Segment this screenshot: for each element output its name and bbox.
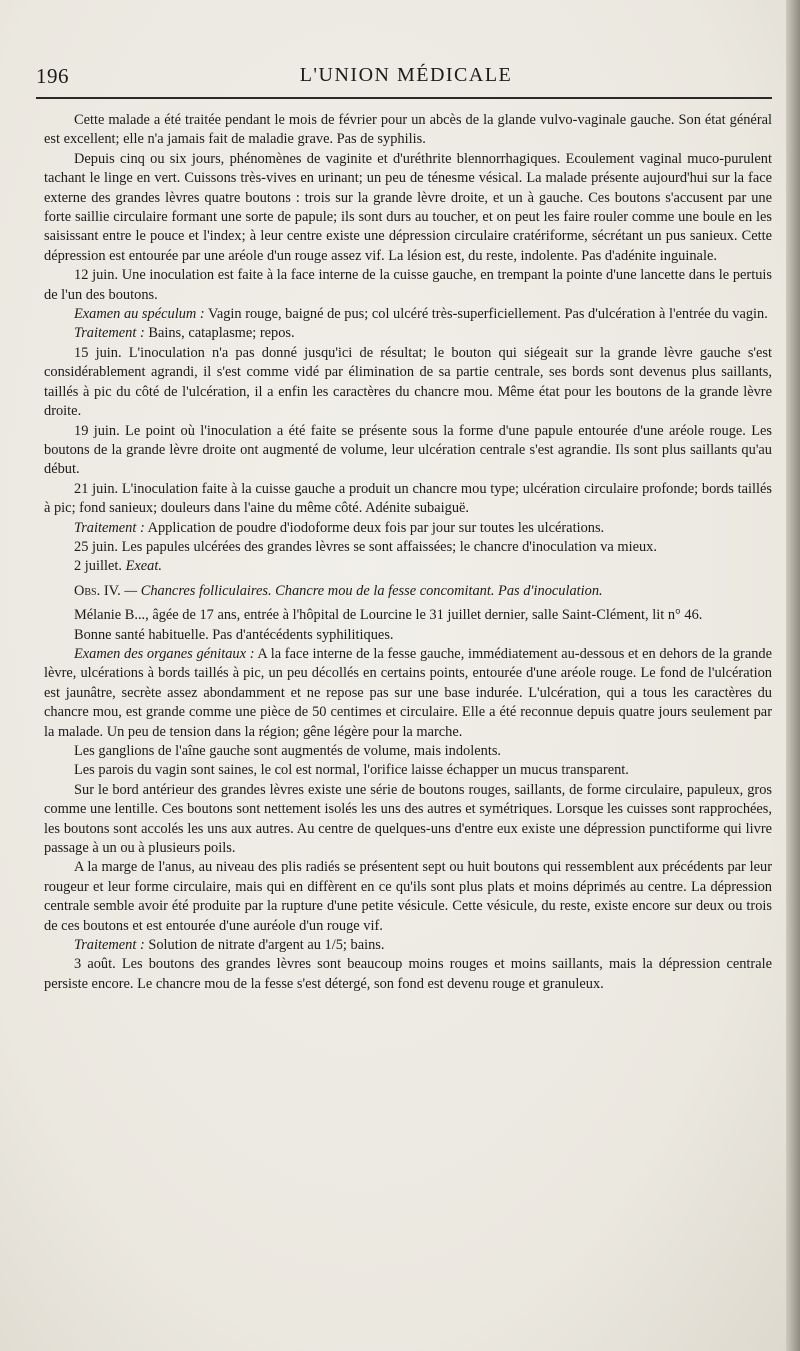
paragraph-label: Exeat. [125,558,162,575]
page-edge-shadow [786,0,800,1351]
observation-heading [44,582,772,601]
body-text [44,111,772,994]
labeled-paragraph [44,645,772,742]
paragraph-label: Examen des organes génitaux : [74,645,255,662]
paragraph-text: Vagin rouge, baigné de pus; col ulcéré très-superficiellement. Pas d'ulcération à l'entrée du vagin. [204,306,768,323]
paragraph: Bonne santé habituelle. Pas d'antécédents syphilitiques. [74,626,394,643]
paragraph: A la marge de l'anus, au niveau des plis radiés se présentent sept ou huit boutons qui ressemblent aux précédents par leur rougeur et leur forme circulaire, mais qui en diffèrent en ce qu'ils sont plus plats et moins déprimés au centre. La dépression centrale semble avoir été produite par la rupture d'une petite vésicule. Cette vésicule, du reste, existe encore sur deux ou trois de ces boutons et est entourée d'une auréole d'un rouge vif. [44,859,772,934]
observation-number: Obs. IV. [74,582,121,599]
paragraph: Depuis cinq ou six jours, phénomènes de vaginite et d'uréthrite blennorrhagiques. Ecoulement vaginal muco-purulent tachant le linge en vert. Cuissons très-vives en urinant; un peu de ténesme vésical. La malade présente aujourd'hui sur la face externe des grandes lèvres quatre boutons : trois sur la grande lèvre droite, et un à gauche. Ces boutons s'accusent par une forte saillie circulaire formant une sorte de papule; ils sont durs au toucher, et on peut les faire rouler comme une boule en les saisissant entre le pouce et l'index; à leur centre existe une dépression circulaire cratériforme, sécrétant un pus sanieux. Cette dépression est entourée par une aréole d'un rouge assez vif. La lésion est, du reste, indolente. Pas d'adénite inguinale. [44,150,772,264]
paragraph: Cette malade a été traitée pendant le mois de février pour un abcès de la glande vulvo-vaginale gauche. Son état général est excellent; elle n'a jamais fait de maladie grave. Pas de syphilis. [44,112,772,148]
exeat-paragraph [44,557,772,576]
paragraph: 12 juin. Une inoculation est faite à la face interne de la cuisse gauche, en trempant la pointe d'une lancette dans le pertuis de l'un des boutons. [44,267,772,303]
paragraph: 3 août. Les boutons des grandes lèvres sont beaucoup moins rouges et moins saillants, mais la dépression centrale persiste encore. Le chancre mou de la fesse s'est détergé, son fond est devenu rouge et granuleux. [44,956,772,992]
paragraph: Mélanie B..., âgée de 17 ans, entrée à l'hôpital de Lourcine le 31 juillet dernier, salle Saint-Clément, lit n° 46. [74,607,703,624]
labeled-paragraph [44,936,772,955]
paragraph-text: A la face interne de la fesse gauche, immédiatement au-dessous et en dehors de la grande lèvre, ulcérations à bords taillés à pic, un peu décollés en certains points, entourée d'une aréole rouge. Le fond de l'ulcération est jaunâtre, secrète assez abondamment et ne repose pas sur une base indurée. L'ulcération, qui a tous les caractères du chancre mou, est grande comme une pièce de 50 centimes et circulaire. Elle a été reconnue depuis quatre jours seulement par la malade. Un peu de tension dans la région; gêne légère pour la marche. [44,645,772,740]
paragraph: 15 juin. L'inoculation n'a pas donné jusqu'ici de résultat; le bouton qui siégeait sur la grande lèvre gauche s'est considérablement agrandi, il s'est comme vidé par élimination de sa partie centrale, ses bords sont devenus plus saillants, taillés à pic du côté de l'ulcération, il a enfin les caractères du chancre mou. Même état pour les boutons de la grande lèvre droite. [44,344,772,420]
paragraph-text: 2 juillet. [74,558,126,575]
paragraph: 25 juin. Les papules ulcérées des grandes lèvres se sont affaissées; le chancre d'inoculation va mieux. [74,538,657,555]
paragraph: Sur le bord antérieur des grandes lèvres existe une série de boutons rouges, saillants, de forme circulaire, papuleux, gros comme une lentille. Ces boutons sont nettement isolés les uns des autres et symétriques. Lorsque les cuisses sont rapprochées, les boutons sont accolés les uns aux autres. Au centre de quelques-uns d'entre eux existe une dépression punctiforme qui livre passage à un ou à plusieurs poils. [44,781,772,857]
paragraph-text: Application de poudre d'iodoforme deux fois par jour sur toutes les ulcérations. [144,519,605,536]
paragraph-text: Solution de nitrate d'argent au 1/5; bains. [144,937,385,954]
page-number: 196 [36,64,69,88]
paragraph-label: Traitement : [74,519,145,536]
paragraph: Les ganglions de l'aîne gauche sont augmentés de volume, mais indolents. [74,743,502,759]
paragraph-text: Bains, cataplasme; repos. [144,325,295,342]
labeled-paragraph [44,305,772,324]
paragraph-label: Examen au spéculum : [74,306,205,323]
paragraph: 21 juin. L'inoculation faite à la cuisse gauche a produit un chancre mou type; ulcération circulaire profonde; bords taillés à pic; fond sanieux; douleurs dans l'aine du même côté. Adénite subaiguë. [44,480,772,517]
labeled-paragraph [44,519,772,538]
paragraph: 19 juin. Le point où l'inoculation a été faite se présente sous la forme d'une papule entourée d'une aréole rouge. Les boutons de la grande lèvre droite ont augmenté de volume, leur ulcération centrale s'est agrandie. Ils sont plus saillants qu'au début. [44,422,772,478]
header-rule [36,97,772,99]
paragraph: Les parois du vagin sont saines, le col est normal, l'orifice laisse échapper un mucus transparent. [74,762,629,779]
labeled-paragraph [44,324,772,343]
paragraph-label: Traitement : [74,937,145,954]
page-header [36,64,776,90]
paragraph-label: Traitement : [74,325,145,342]
observation-title: — Chancres folliculaires. Chancre mou de la fesse concomitant. Pas d'inoculation. [120,582,603,599]
running-title: L'UNION MÉDICALE [299,64,513,86]
